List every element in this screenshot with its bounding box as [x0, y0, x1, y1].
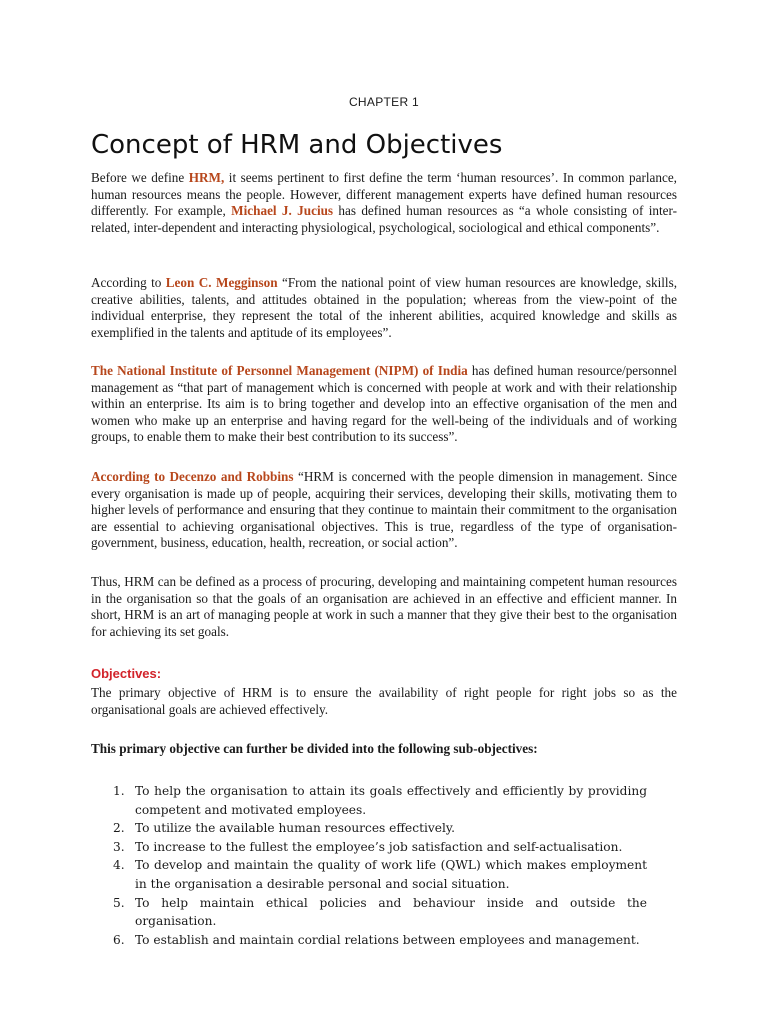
list-item-text: To help maintain ethical policies and behaviour inside and outside the organisation.	[135, 895, 647, 929]
list-item	[91, 856, 647, 893]
list-item-text: To help the organisation to attain its goals effectively and efficiently by providing competent and motivated employees.	[135, 784, 647, 817]
objectives-intro: The primary objective of HRM is to ensure the availability of right people for right jobs so as the organisational goals are achieved effectively.	[91, 685, 677, 717]
paragraph-text: “From the national point of view human resources are knowledge, skills, creative abilities, talents, and attitudes obtained in the population; whereas from the view-point of the individual enterprise, they represent the total of the inherent abilities, acquired knowledge and skills as exemplified in the talents and aptitude of its employees”.	[91, 275, 677, 340]
sub-objectives-heading: This primary objective can further be divided into the following sub-objectives:	[91, 741, 538, 756]
list-item	[91, 931, 647, 950]
list-item	[91, 782, 647, 819]
paragraph-text: “HRM is concerned with the people dimension in management. Since every organisation is made up of people, acquiring their services, developing their skills, motivating them to higher levels of performance and ensuring that they continue to maintain their commitment to the organisation are essential to achieving organisational objectives. This is true, regardless of the type of organisation-government, business, education, health, recreation, or social action”.	[91, 469, 677, 551]
paragraph-text: has defined human resources as “a whole consisting of inter-related, inter-dependent and interacting physiological, psychological, sociological and ethical components”.	[91, 203, 677, 235]
paragraph-text: it seems pertinent to first define the term ‘human resources’. In common parlance, human resources means the people. However, different management experts have defined human resources differently. For example,	[91, 170, 677, 219]
paragraph-text: According to	[91, 275, 166, 290]
chapter-label: CHAPTER 1	[348, 95, 420, 109]
highlight-michael-jucius: Michael J. Jucius	[231, 203, 334, 219]
list-item-text: To utilize the available human resources effectively.	[135, 821, 455, 836]
paragraph-text: Before we define	[91, 170, 189, 185]
list-item-number: 1.	[113, 784, 125, 798]
list-item-text: To increase to the fullest the employee’s job satisfaction and self-actualisation.	[135, 839, 623, 854]
paragraph-text: Thus, HRM can be defined as a process of procuring, developing and maintaining competent human resources in the organisation so that the goals of an organisation are achieved in an effective and efficient manner. In short, HRM is an art of managing people at work in such a manner that they give their best to the organisation for achieving its set goals.	[91, 574, 677, 639]
list-item-number: 2.	[113, 821, 125, 836]
paragraph-text: has defined human resource/personnel management as “that part of management which is concerned with people at work and with their relationship within an enterprise. Its aim is to bring together and develop into an effective organisation of the men and women who make up an enterprise and having regard for the well-being of the individuals and of working groups, to enable them to make their best contribution to its success”.	[91, 363, 677, 445]
list-item	[91, 894, 647, 931]
paragraph-hr-definition	[91, 170, 677, 236]
list-item-number: 4.	[113, 858, 125, 873]
highlight-nipm: The National Institute of Personnel Management (NIPM) of India	[91, 363, 468, 378]
list-item-number: 5.	[113, 895, 125, 910]
list-item-text: To develop and maintain the quality of work life (QWL) which makes employment in the organisation a desirable personal and social situation.	[135, 858, 647, 891]
list-item-number: 3.	[113, 839, 125, 854]
objectives-heading: Objectives:	[91, 666, 162, 681]
paragraph-nipm	[91, 363, 677, 446]
list-item	[91, 838, 647, 857]
paragraph-hrm-summary	[91, 574, 677, 640]
list-item-text: To establish and maintain cordial relations between employees and management.	[135, 932, 640, 947]
list-item-number: 6.	[113, 932, 125, 947]
page-title: Concept of HRM and Objectives	[91, 130, 503, 160]
highlight-hrm: HRM,	[188, 170, 225, 185]
list-item	[91, 819, 647, 838]
paragraph-megginson	[91, 275, 677, 341]
sub-objectives-list	[91, 782, 647, 949]
paragraph-decenzo-robbins	[91, 469, 677, 552]
highlight-leon-megginson: Leon C. Megginson	[165, 275, 278, 290]
highlight-decenzo-robbins: According to Decenzo and Robbins	[91, 469, 294, 484]
